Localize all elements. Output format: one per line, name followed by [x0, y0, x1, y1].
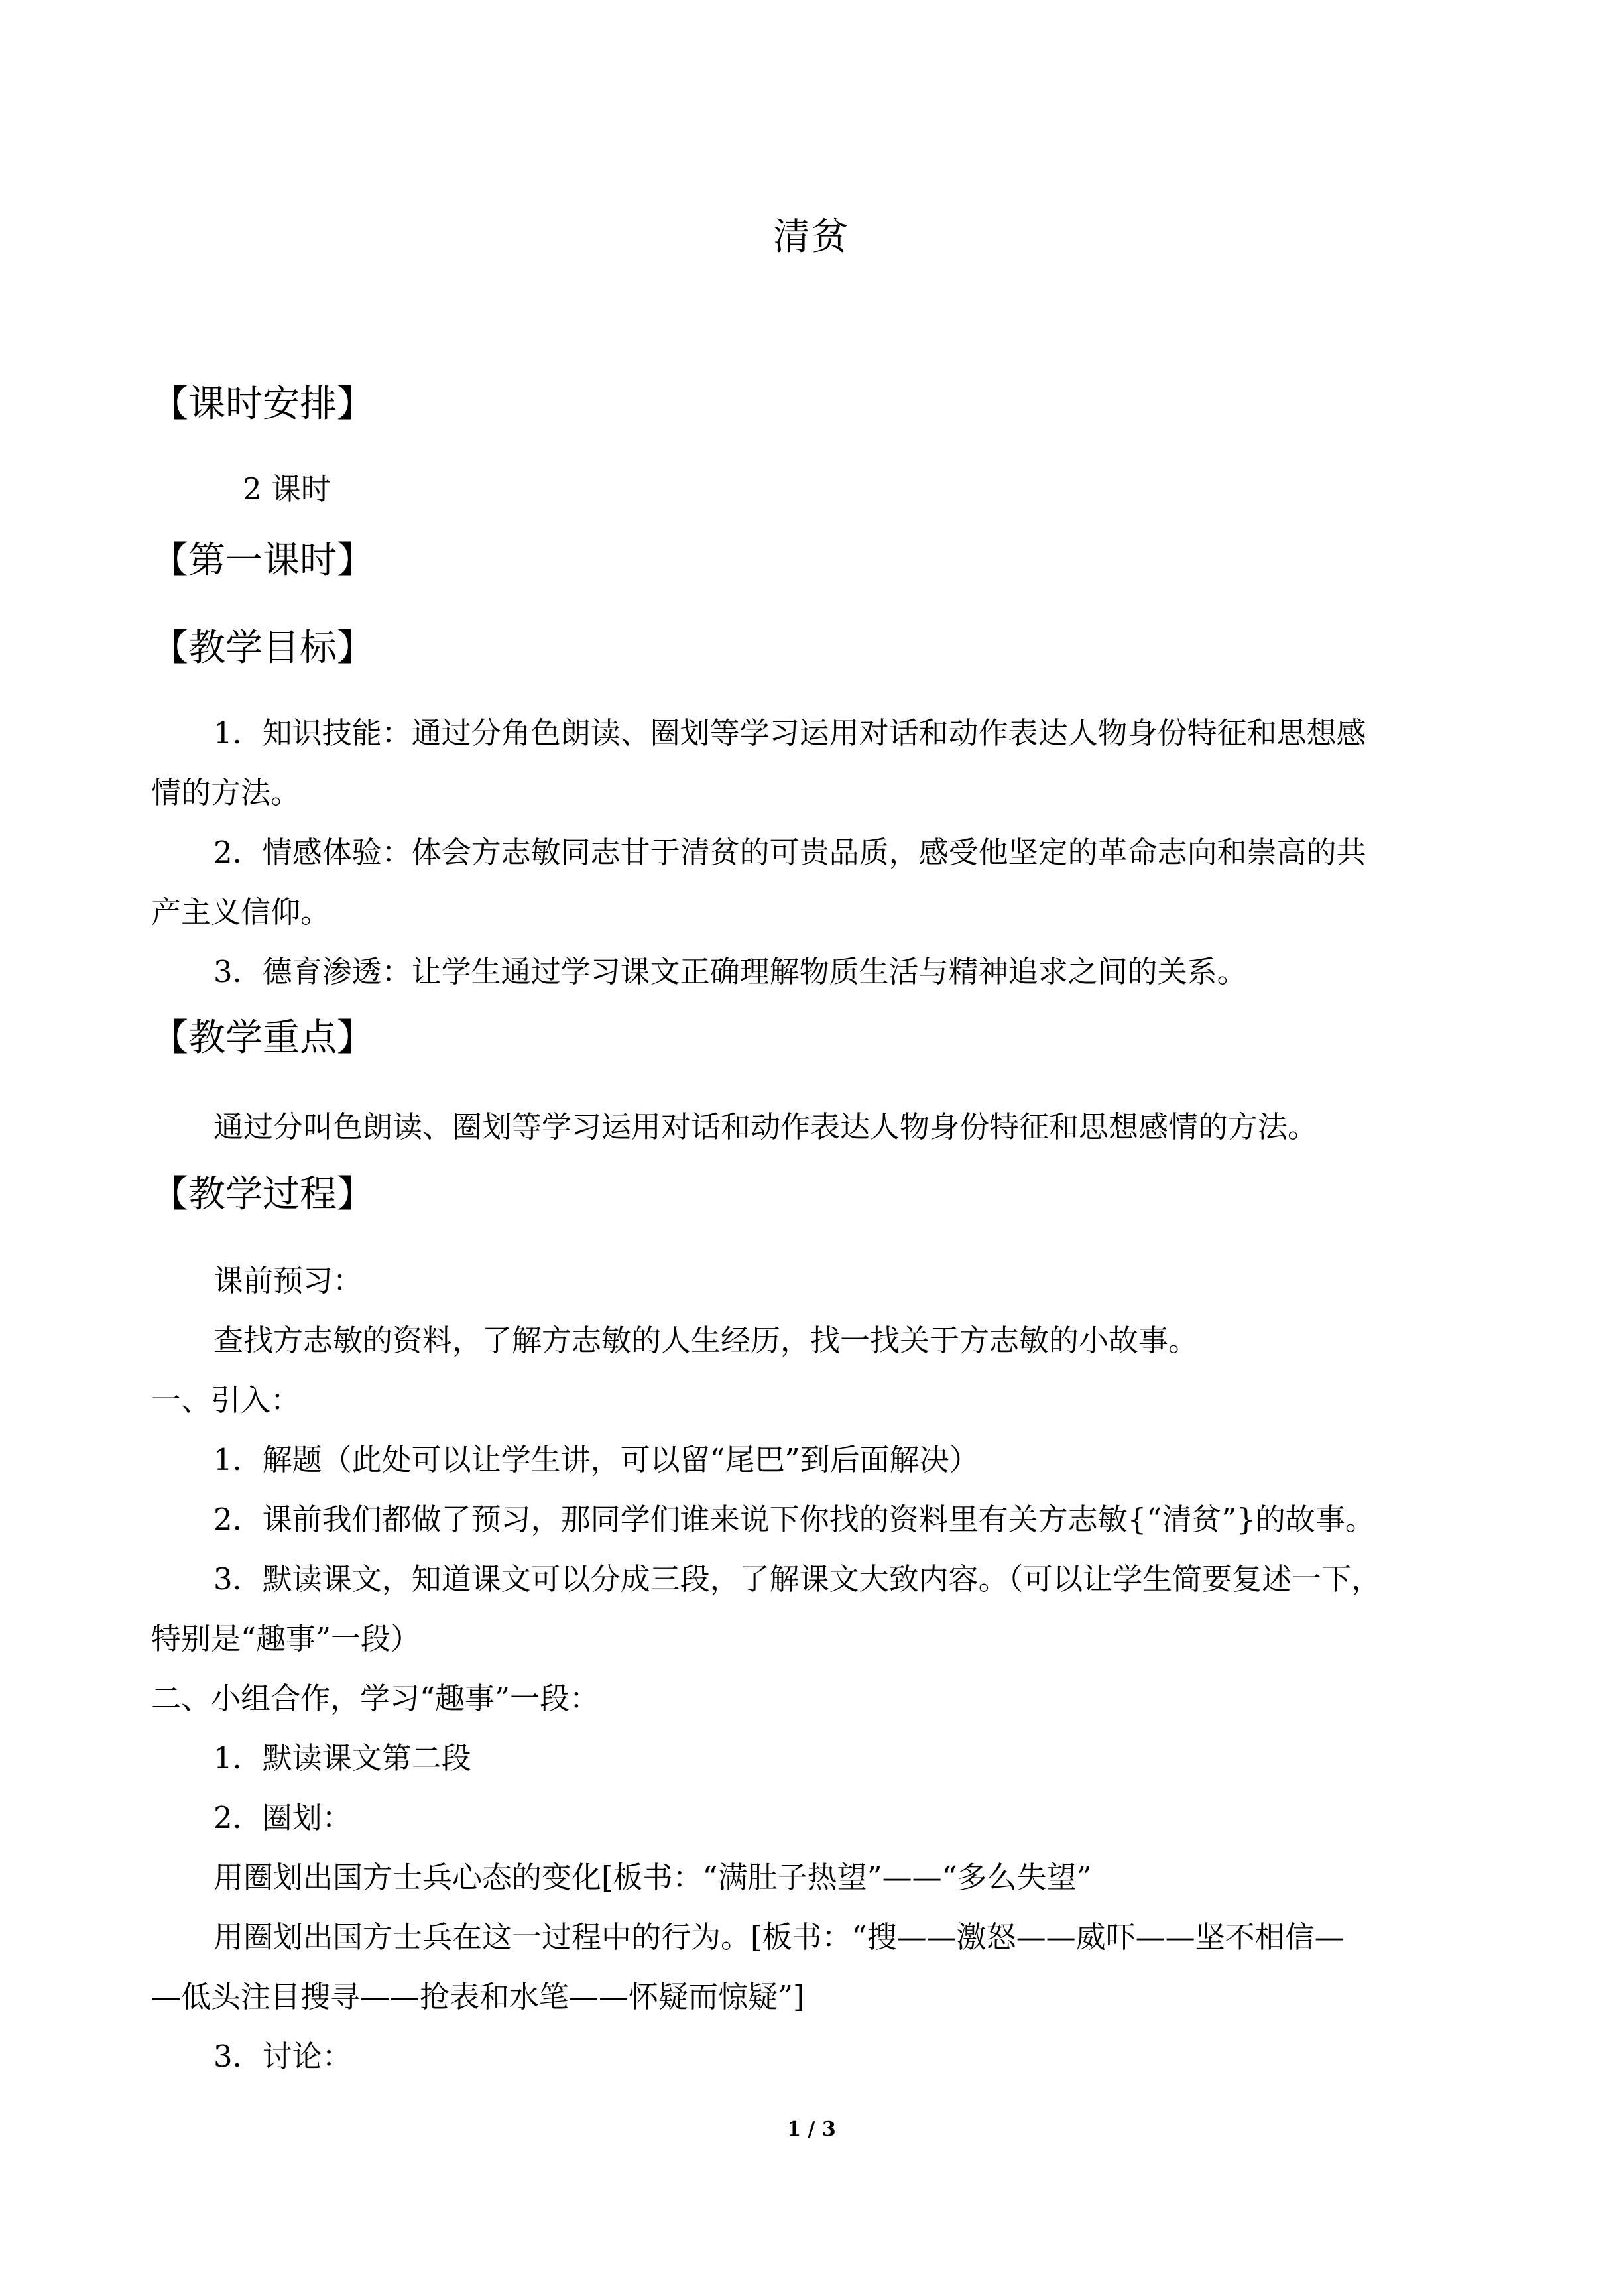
process-line: 1．解题（此处可以让学生讲，可以留“尾巴”到后面解决）: [213, 1442, 979, 1477]
key-points-text: 通过分叫色朗读、圈划等学习运用对话和动作表达人物身份特征和思想感情的方法。: [213, 1109, 1318, 1144]
heading-schedule: 【课时安排】: [151, 383, 374, 426]
objective-line: 1．知识技能：通过分角色朗读、圈划等学习运用对话和动作表达人物身份特征和思想感: [213, 715, 1366, 751]
process-line: —低头注目搜寻——抢表和水笔——怀疑而惊疑”]: [151, 1979, 805, 2014]
page-number: 1 / 3: [787, 2118, 836, 2141]
schedule-text: 2 课时: [243, 471, 331, 507]
process-line: 特别是“趣事”一段）: [151, 1621, 421, 1656]
process-line: 2．圈划：: [213, 1800, 352, 1835]
document-title: 清贫: [773, 215, 850, 259]
process-line: 用圈划出国方士兵心态的变化[板书：“满肚子热望”——“多么失望”: [213, 1860, 1092, 1895]
heading-process: 【教学过程】: [151, 1173, 374, 1216]
process-line: 2．课前我们都做了预习，那同学们谁来说下你找的资料里有关方志敏{“清贫”}的故事。: [213, 1502, 1375, 1537]
process-line: 二、小组合作，学习“趣事”一段：: [151, 1681, 600, 1716]
heading-first-lesson: 【第一课时】: [151, 539, 374, 582]
process-line: 3．讨论：: [213, 2039, 352, 2074]
process-line: 3．默读课文，知道课文可以分成三段，了解课文大致内容。（可以让学生简要复述一下，: [213, 1561, 1382, 1597]
objective-line: 3．德育渗透：让学生通过学习课文正确理解物质生活与精神追求之间的关系。: [213, 954, 1247, 989]
process-line: 课前预习：: [213, 1263, 363, 1298]
heading-key-points: 【教学重点】: [151, 1016, 374, 1059]
process-line: 查找方志敏的资料，了解方志敏的人生经历，找一找关于方志敏的小故事。: [213, 1323, 1199, 1358]
heading-objectives: 【教学目标】: [151, 627, 374, 670]
objective-line: 2．情感体验：体会方志敏同志甘于清贫的可贵品质，感受他坚定的革命志向和崇高的共: [213, 835, 1366, 870]
process-line: 用圈划出国方士兵在这一过程中的行为。[板书：“搜——激怒——威吓——坚不相信—: [213, 1919, 1345, 1955]
objective-line: 情的方法。: [151, 775, 301, 810]
process-line: 1．默读课文第二段: [213, 1740, 471, 1776]
process-line: 一、引入：: [151, 1382, 301, 1418]
objective-line: 产主义信仰。: [151, 894, 331, 930]
